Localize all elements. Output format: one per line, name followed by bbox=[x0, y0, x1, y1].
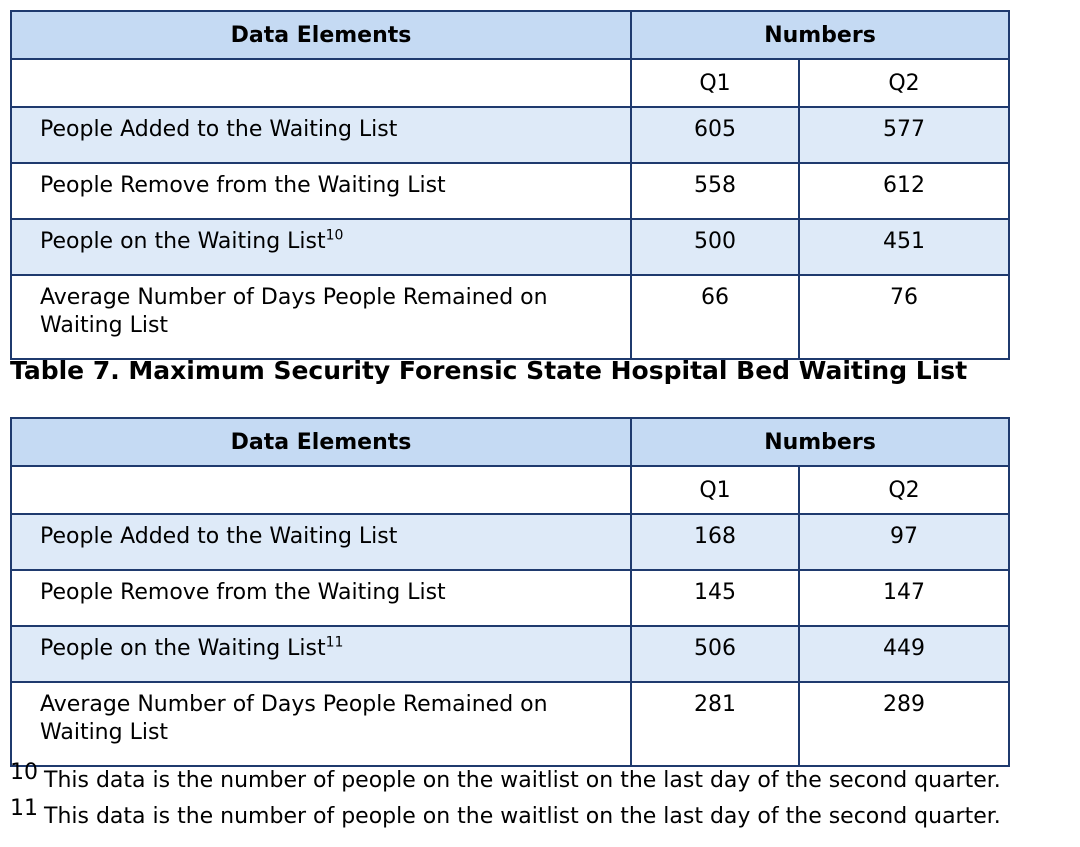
q2-value: 577 bbox=[799, 107, 1009, 163]
table-row bbox=[11, 682, 1009, 766]
footnote-mark: 10 bbox=[10, 760, 38, 785]
header-data-elements: Data Elements bbox=[11, 11, 631, 59]
q1-value: 506 bbox=[631, 626, 799, 682]
header-numbers: Numbers bbox=[631, 11, 1009, 59]
footnote-11 bbox=[10, 796, 1001, 829]
footnote-text: This data is the number of people on the waitlist on the last day of the second quarter. bbox=[44, 804, 1001, 829]
row-label: People Remove from the Waiting List bbox=[11, 570, 631, 626]
q2-value: 97 bbox=[799, 514, 1009, 570]
row-label-cell bbox=[11, 219, 631, 275]
waiting-list-table-1 bbox=[10, 10, 1010, 360]
row-label: People Added to the Waiting List bbox=[11, 107, 631, 163]
col-q2: Q2 bbox=[799, 466, 1009, 514]
header-data-elements: Data Elements bbox=[11, 418, 631, 466]
q1-value: 500 bbox=[631, 219, 799, 275]
subheader-empty bbox=[11, 466, 631, 514]
table-row bbox=[11, 514, 1009, 570]
table-row bbox=[11, 275, 1009, 359]
table-row bbox=[11, 570, 1009, 626]
waiting-list-table-2 bbox=[10, 417, 1010, 767]
row-label: People on the Waiting List bbox=[40, 229, 326, 254]
table-row bbox=[11, 107, 1009, 163]
q1-value: 558 bbox=[631, 163, 799, 219]
row-label: People on the Waiting List bbox=[40, 636, 326, 661]
q1-value: 605 bbox=[631, 107, 799, 163]
footnote-mark: 11 bbox=[10, 796, 38, 821]
q2-value: 451 bbox=[799, 219, 1009, 275]
q1-value: 66 bbox=[631, 275, 799, 359]
q2-value: 449 bbox=[799, 626, 1009, 682]
footnote-ref: 10 bbox=[325, 227, 344, 244]
col-q2: Q2 bbox=[799, 59, 1009, 107]
table-row bbox=[11, 219, 1009, 275]
footnote-ref: 11 bbox=[325, 634, 344, 651]
q1-value: 281 bbox=[631, 682, 799, 766]
q1-value: 168 bbox=[631, 514, 799, 570]
table-row bbox=[11, 626, 1009, 682]
row-label: Average Number of Days People Remained on Waiting List bbox=[11, 682, 631, 766]
row-label-cell bbox=[11, 626, 631, 682]
row-label: People Remove from the Waiting List bbox=[11, 163, 631, 219]
col-q1: Q1 bbox=[631, 59, 799, 107]
row-label: Average Number of Days People Remained on Waiting List bbox=[11, 275, 631, 359]
q1-value: 145 bbox=[631, 570, 799, 626]
table-caption: Table 7. Maximum Security Forensic State Hospital Bed Waiting List bbox=[10, 356, 968, 385]
subheader-empty bbox=[11, 59, 631, 107]
row-label: People Added to the Waiting List bbox=[11, 514, 631, 570]
footnote-10 bbox=[10, 760, 1001, 793]
header-numbers: Numbers bbox=[631, 418, 1009, 466]
q2-value: 147 bbox=[799, 570, 1009, 626]
q2-value: 289 bbox=[799, 682, 1009, 766]
col-q1: Q1 bbox=[631, 466, 799, 514]
q2-value: 76 bbox=[799, 275, 1009, 359]
table-row bbox=[11, 163, 1009, 219]
footnote-text: This data is the number of people on the waitlist on the last day of the second quarter. bbox=[44, 768, 1001, 793]
q2-value: 612 bbox=[799, 163, 1009, 219]
